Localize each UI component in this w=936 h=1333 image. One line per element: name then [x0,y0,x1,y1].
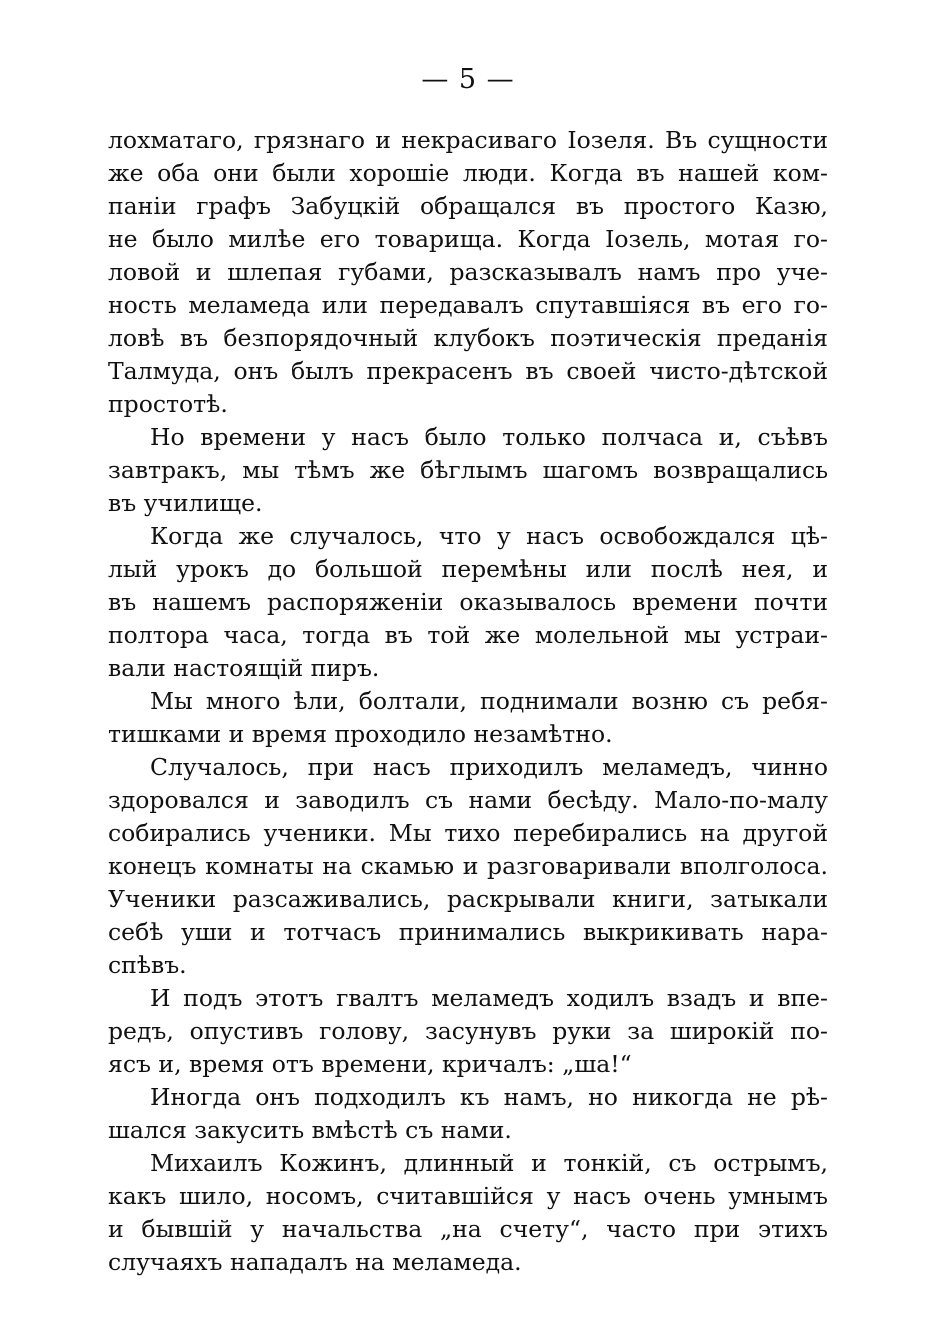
text-line: въ училище. [108,489,263,517]
paragraph [108,982,828,1081]
text-line: и бывшій у начальства „на счету“, часто при этихъ [108,1215,828,1243]
text-line: вали настоящій пиръ. [108,654,380,682]
text-line: полтора часа, тогда въ той же молельной мы устраи- [108,621,828,649]
text-line: ность меламеда или передавалъ спутавшіяся въ его го- [108,291,828,319]
text-line: не было милѣе его товарища. Когда Іозель, мотая го- [108,225,828,253]
text-line: лохматаго, грязнаго и некрасиваго Іозеля. Въ сущности [108,126,828,154]
paragraph [108,751,828,982]
paragraph [108,1147,828,1279]
text-line: ловой и шлепая губами, разсказывалъ намъ про уче- [108,258,828,286]
text-line: конецъ комнаты на скамью и разговаривали вполголоса. [108,852,828,880]
text-line: какъ шило, носомъ, считавшійся у насъ очень умнымъ [108,1182,828,1210]
text-line: себѣ уши и тотчасъ принимались выкрикивать нара- [108,918,828,946]
text-line: здоровался и заводилъ съ нами бесѣду. Мало-по-малу [108,786,828,814]
text-line: Талмуда, онъ былъ прекрасенъ въ своей чисто-дѣтской [108,357,828,385]
text-line: собирались ученики. Мы тихо перебирались на другой [108,819,828,847]
text-line: случаяхъ нападалъ на меламеда. [108,1248,522,1276]
text-line: же оба они были хорошіе люди. Когда въ нашей ком- [108,159,828,187]
paragraph [108,124,828,421]
text-line: И подъ этотъ гвалтъ меламедъ ходилъ взадъ и впе- [150,984,828,1012]
paragraph [108,685,828,751]
text-line: лый урокъ до большой перемѣны или послѣ нея, и [108,555,828,583]
text-line: Случалось, при насъ приходилъ меламедъ, чинно [150,753,828,781]
text-line: шался закусить вмѣстѣ съ нами. [108,1116,512,1144]
text-body [108,124,828,1279]
text-line: Иногда онъ подходилъ къ намъ, но никогда не рѣ- [150,1083,828,1111]
text-line: паніи графъ Забуцкій обращался въ простого Казю, [108,192,828,220]
paragraph [108,1081,828,1147]
text-line: Но времени у насъ было только полчаса и, съѣвъ [150,423,828,451]
text-line: завтракъ, мы тѣмъ же бѣглымъ шагомъ возвращались [108,456,828,484]
paragraph [108,520,828,685]
text-line: тишками и время проходило незамѣтно. [108,720,613,748]
text-line: въ нашемъ распоряженіи оказывалось времени почти [108,588,828,616]
text-line: редъ, опустивъ голову, засунувъ руки за широкій по- [108,1017,828,1045]
text-line: ловѣ въ безпорядочный клубокъ поэтическія преданія [108,324,828,352]
text-line: ясъ и, время отъ времени, кричалъ: „ша!“ [108,1050,632,1078]
page-number: — 5 — [421,64,515,95]
text-line: Ученики разсаживались, раскрывали книги, затыкали [108,885,828,913]
text-line: Мы много ѣли, болтали, поднимали возню съ ребя- [150,687,828,715]
text-line: Михаилъ Кожинъ, длинный и тонкій, съ острымъ, [150,1149,828,1177]
text-line: простотѣ. [108,390,228,418]
text-line: спѣвъ. [108,951,187,979]
paragraph [108,421,828,520]
text-line: Когда же случалось, что у насъ освобождался цѣ- [150,522,828,550]
